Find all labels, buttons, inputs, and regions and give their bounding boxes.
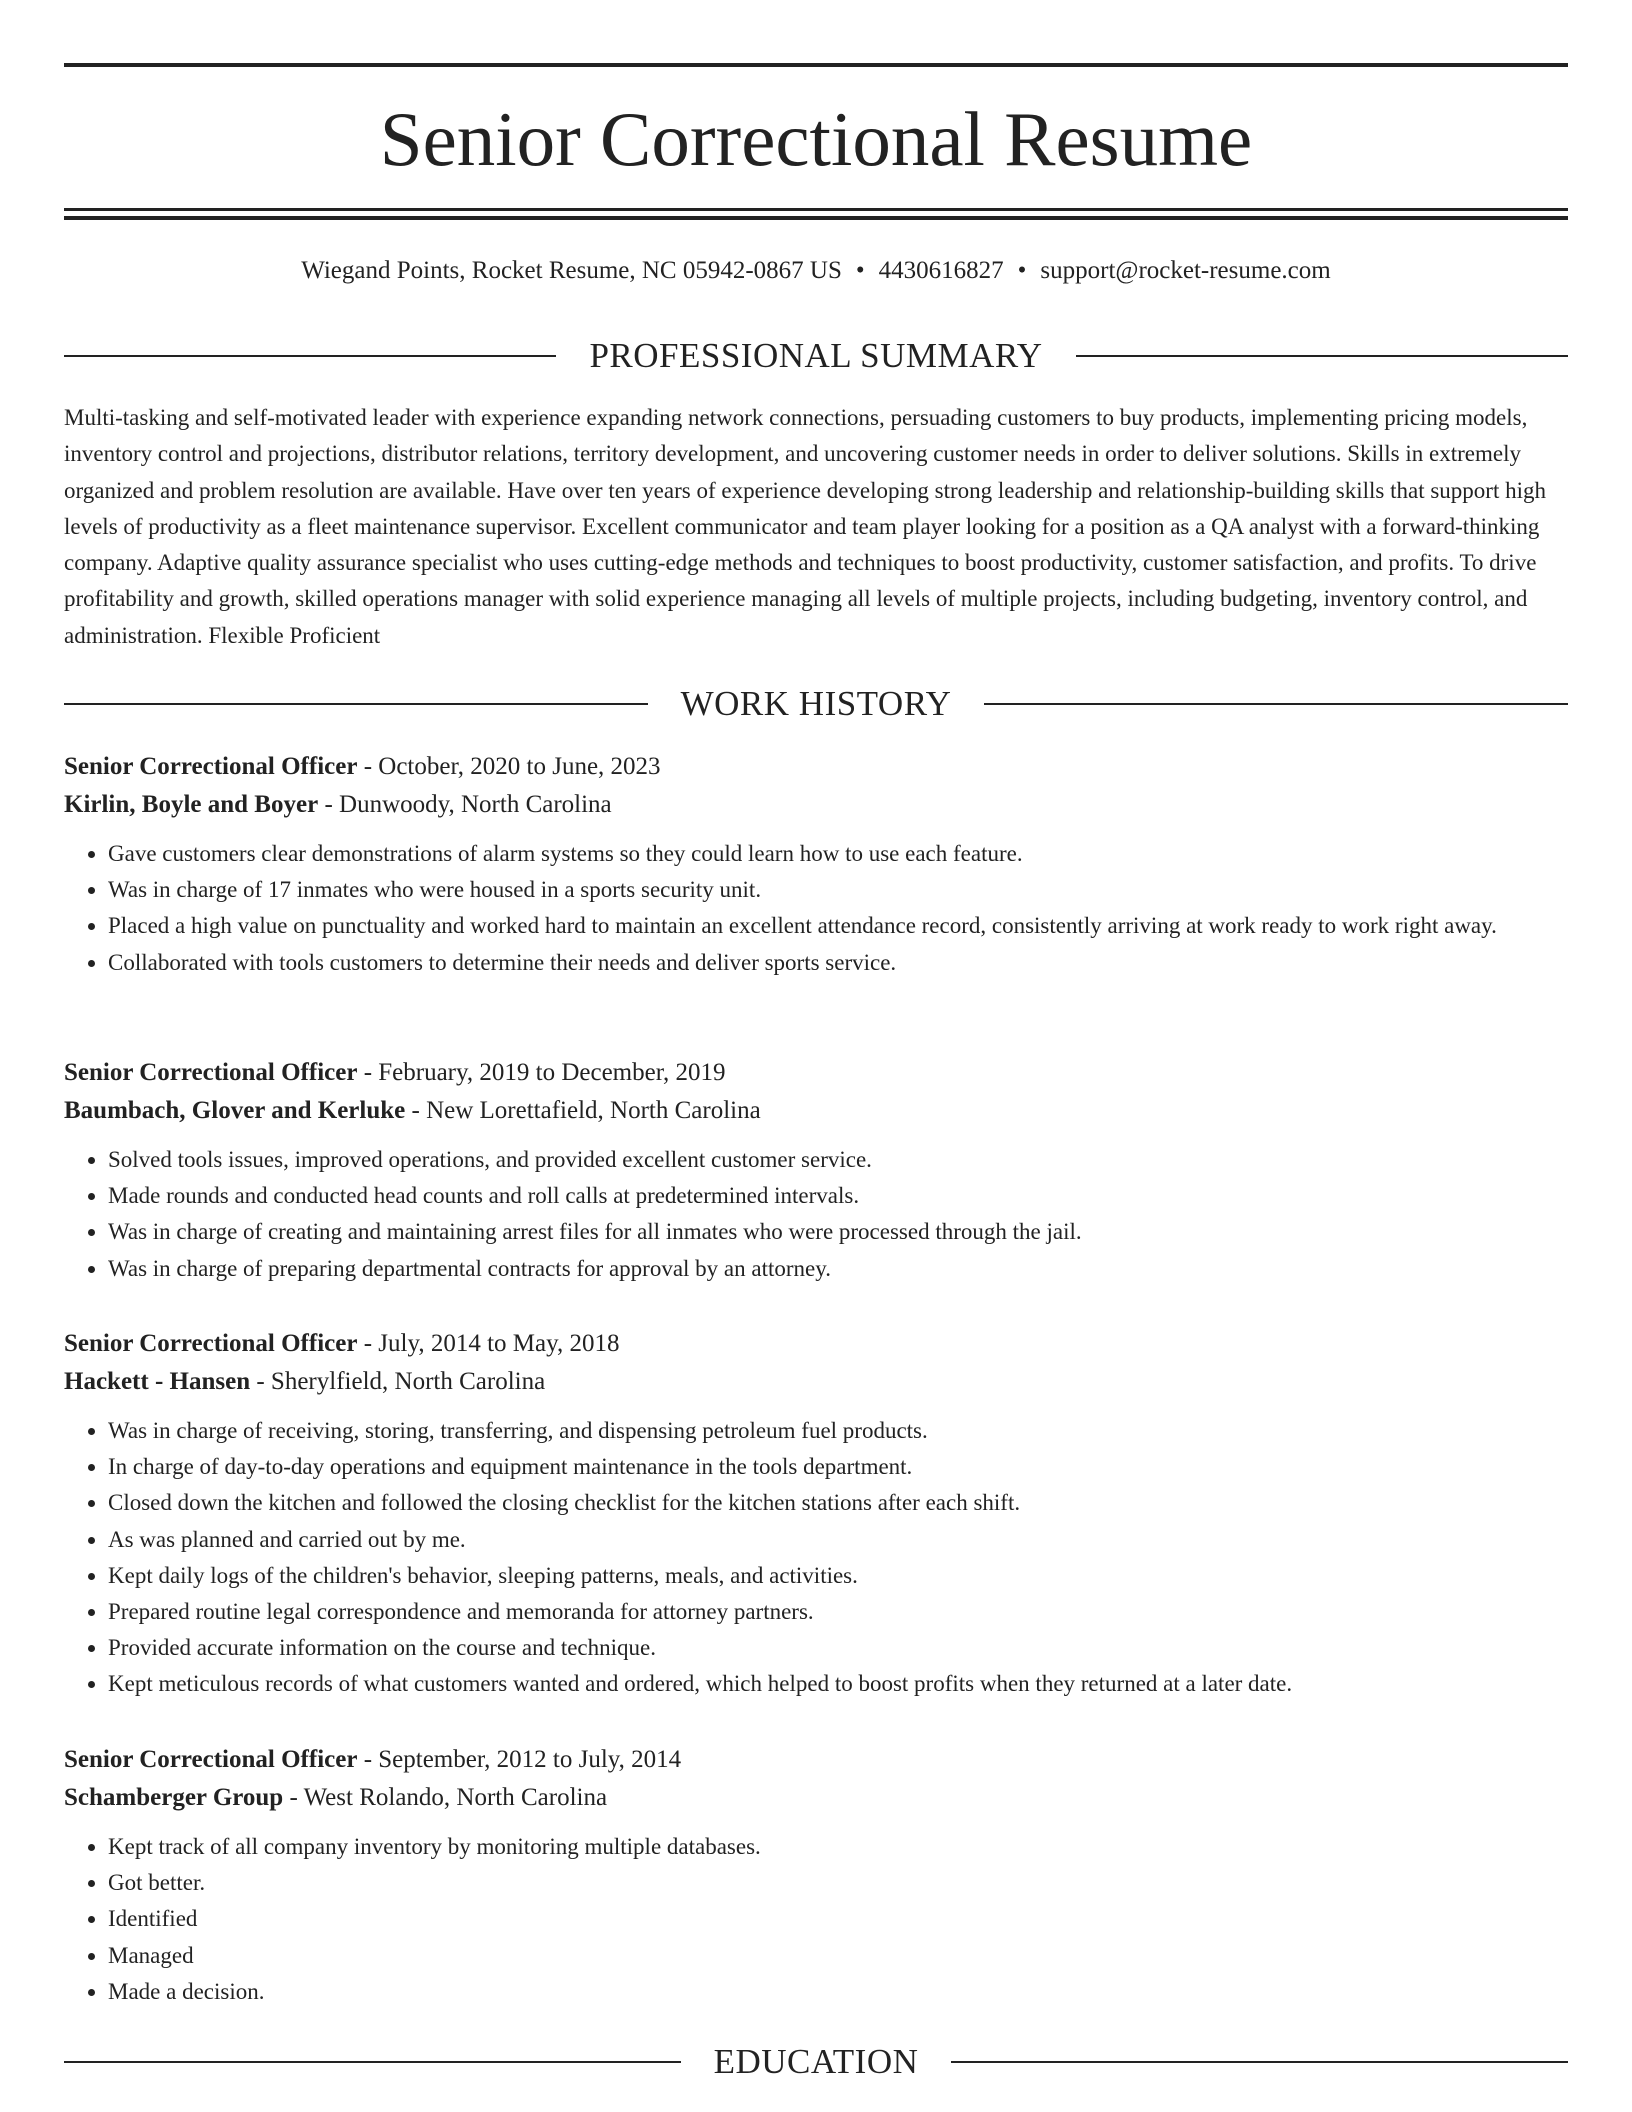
job-bullet: • Was in charge of receiving, storing, transferring, and dispensing petroleum fuel products. — [108, 1413, 1568, 1449]
job-bullets — [64, 836, 1568, 981]
job-bullet: • Solved tools issues, improved operations, and provided excellent customer service. — [108, 1142, 1568, 1178]
job-location: - Dunwoody, North Carolina — [318, 791, 612, 818]
job-bullet: • Was in charge of 17 inmates who were housed in a sports security unit. — [108, 872, 1568, 908]
job-title: Senior Correctional Officer — [64, 753, 358, 780]
job-bullet: • Kept daily logs of the children's behavior, sleeping patterns, meals, and activities. — [108, 1558, 1568, 1594]
job-bullets — [64, 1829, 1568, 2010]
job-dates: - September, 2012 to July, 2014 — [357, 1746, 682, 1773]
heading-rule-right — [1076, 355, 1568, 357]
job-title-line — [64, 1741, 1568, 1779]
job-entry — [64, 1325, 1568, 1703]
contact-address: Wiegand Points, Rocket Resume, NC 05942-0867 US — [301, 257, 842, 284]
job-entry — [64, 1054, 1568, 1287]
contact-separator: • — [855, 257, 865, 284]
job-bullet: • Got better. — [108, 1865, 1568, 1901]
resume-title: Senior Correctional Resume — [379, 96, 1253, 182]
heading-rule-right — [951, 2061, 1568, 2063]
job-title: Senior Correctional Officer — [64, 1059, 358, 1086]
job-bullet: • As was planned and carried out by me. — [108, 1522, 1568, 1558]
job-title-line — [64, 1325, 1568, 1363]
section-title: WORK HISTORY — [680, 684, 952, 723]
job-bullet: • Prepared routine legal correspondence and memoranda for attorney partners. — [108, 1594, 1568, 1630]
heading-rule-left — [64, 703, 648, 705]
contact-separator: • — [1017, 257, 1027, 284]
job-bullet: • Was in charge of creating and maintaining arrest files for all inmates who were processed through the jail. — [108, 1214, 1568, 1250]
job-location: - New Lorettafield, North Carolina — [405, 1097, 761, 1124]
job-company: Baumbach, Glover and Kerluke — [64, 1097, 406, 1124]
job-company-line — [64, 786, 1568, 824]
section-title: EDUCATION — [713, 2042, 919, 2081]
job-location: - West Rolando, North Carolina — [283, 1784, 608, 1811]
heading-rule-left — [64, 355, 556, 357]
job-entry — [64, 1741, 1568, 2010]
section-heading-work — [64, 682, 1568, 726]
job-company: Schamberger Group — [64, 1784, 284, 1811]
job-bullet: • Collaborated with tools customers to determine their needs and deliver sports service. — [108, 945, 1568, 981]
job-bullet: • Made rounds and conducted head counts and roll calls at predetermined intervals. — [108, 1178, 1568, 1214]
job-bullet: • In charge of day-to-day operations and equipment maintenance in the tools department. — [108, 1449, 1568, 1485]
header-top-rule — [64, 63, 1568, 67]
job-bullet: • Was in charge of preparing departmental contracts for approval by an attorney. — [108, 1251, 1568, 1287]
job-bullets — [64, 1413, 1568, 1703]
contact-email: support@rocket-resume.com — [1040, 257, 1331, 284]
job-bullet: • Identified — [108, 1901, 1568, 1937]
job-bullet: • Managed — [108, 1938, 1568, 1974]
summary-text: Multi-tasking and self-motivated leader with experience expanding network connections, persuading customers to buy products, implementing pricing models, inventory control and projections, distributor relations, territory development, and uncovering customer needs in order to deliver solutions. Skills in extremely organized and problem resolution are available. Have over ten years of experience developing strong leadership and relationship-building skills that support high levels of productivity as a fleet maintenance supervisor. Excellent communicator and team player looking for a position as a QA analyst with a forward-thinking company. Adaptive quality assurance specialist who uses cutting-edge methods and techniques to boost productivity, customer satisfaction, and profits. To drive profitability and growth, skilled operations manager with solid experience managing all levels of multiple projects, including budgeting, inventory control, and administration. Flexible Proficient — [64, 405, 1546, 648]
job-dates: - February, 2019 to December, 2019 — [357, 1059, 726, 1086]
job-bullet: • Kept track of all company inventory by monitoring multiple databases. — [108, 1829, 1568, 1865]
job-title-line — [64, 748, 1568, 786]
job-bullets — [64, 1142, 1568, 1287]
job-entry — [64, 748, 1568, 981]
job-company-line — [64, 1092, 1568, 1130]
job-title: Senior Correctional Officer — [64, 1330, 358, 1357]
job-title: Senior Correctional Officer — [64, 1746, 358, 1773]
job-bullet: • Gave customers clear demonstrations of alarm systems so they could learn how to use each feature. — [108, 836, 1568, 872]
contact-line — [64, 254, 1568, 288]
job-bullet: • Kept meticulous records of what customers wanted and ordered, which helped to boost profits when they returned at a later date. — [108, 1666, 1568, 1702]
job-location: - Sherylfield, North Carolina — [250, 1368, 546, 1395]
section-title: PROFESSIONAL SUMMARY — [589, 336, 1043, 375]
header-double-rule — [64, 208, 1568, 220]
job-dates: - July, 2014 to May, 2018 — [357, 1330, 620, 1357]
job-company-line — [64, 1779, 1568, 1817]
job-dates: - October, 2020 to June, 2023 — [357, 753, 661, 780]
section-heading-summary — [64, 334, 1568, 378]
heading-rule-left — [64, 2061, 681, 2063]
job-company: Hackett - Hansen — [64, 1368, 251, 1395]
heading-rule-right — [984, 703, 1568, 705]
job-company-line — [64, 1363, 1568, 1401]
job-bullet: • Made a decision. — [108, 1974, 1568, 2010]
job-bullet: • Provided accurate information on the course and technique. — [108, 1630, 1568, 1666]
job-bullet: • Placed a high value on punctuality and worked hard to maintain an excellent attendance record, consistently arriving at work ready to work right away. — [108, 908, 1568, 944]
job-bullet: • Closed down the kitchen and followed the closing checklist for the kitchen stations after each shift. — [108, 1485, 1568, 1521]
job-title-line — [64, 1054, 1568, 1092]
section-heading-education — [64, 2040, 1568, 2084]
contact-phone: 4430616827 — [878, 257, 1004, 284]
job-company: Kirlin, Boyle and Boyer — [64, 791, 319, 818]
